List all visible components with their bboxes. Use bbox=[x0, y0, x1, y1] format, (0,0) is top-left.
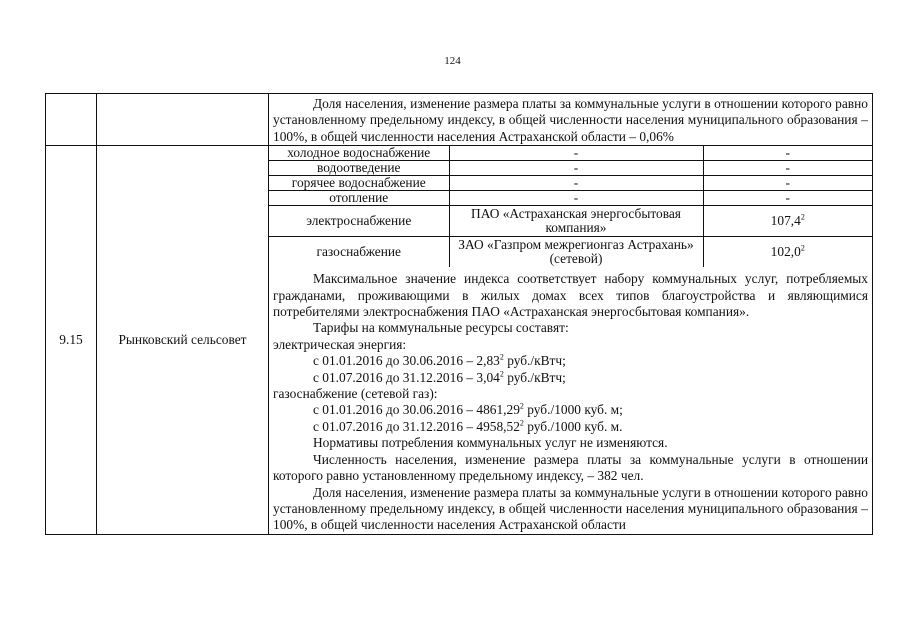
service-name: водоотведение bbox=[269, 161, 449, 176]
prev-row-text: Доля населения, изменение размера платы за коммунальные услуги в отношении которого равно установленному предельному индексу, в общей численности населения муниципального образования – 100%, в общей численности населения Астраханской области – 0,06% bbox=[273, 96, 868, 144]
service-index: - bbox=[703, 146, 872, 161]
service-provider: - bbox=[449, 176, 703, 191]
electric-tariff-line bbox=[273, 370, 868, 386]
max-index-paragraph: Максимальное значение индекса соответствует набору коммунальных услуг, потребляемых гражданами, проживающими в жилых домах всех типов благоустройства и являющимися потребителями электроснабжения ПАО «Астраханская энергосбытовая компания». bbox=[273, 271, 868, 320]
service-provider: ПАО «Астраханская энергосбытовая компания» bbox=[449, 206, 703, 237]
service-provider: - bbox=[449, 146, 703, 161]
footnote-mark: 2 bbox=[800, 243, 805, 253]
unit-text: руб./1000 куб. м; bbox=[523, 402, 623, 418]
table-row bbox=[46, 146, 873, 535]
service-index: 102,0 bbox=[770, 244, 801, 260]
row-number: 9.15 bbox=[46, 146, 97, 535]
electric-tariff-1: с 01.01.2016 до 30.06.2016 – 2,83 bbox=[313, 353, 500, 369]
service-name: горячее водоснабжение bbox=[269, 176, 449, 191]
service-provider: - bbox=[449, 161, 703, 176]
previous-row bbox=[46, 94, 873, 146]
service-index-cell bbox=[703, 206, 872, 237]
electric-tariff-line bbox=[273, 353, 868, 369]
service-index: 107,4 bbox=[770, 213, 801, 229]
service-provider: ЗАО «Газпром межрегионгаз Астрахань» (сетевой) bbox=[449, 237, 703, 268]
gas-label: газоснабжение (сетевой газ): bbox=[273, 386, 438, 402]
gas-tariff-2: с 01.07.2016 до 31.12.2016 – 4958,52 bbox=[313, 418, 520, 434]
unit-text: руб./1000 куб. м. bbox=[523, 418, 623, 434]
electric-label: электрическая энергия: bbox=[273, 336, 407, 352]
tariff-table bbox=[45, 93, 873, 535]
service-name: отопление bbox=[269, 191, 449, 206]
service-row bbox=[269, 191, 872, 206]
gas-tariff-line bbox=[273, 419, 868, 435]
service-row bbox=[269, 206, 872, 237]
service-provider: - bbox=[449, 191, 703, 206]
footnote-mark: 2 bbox=[800, 212, 805, 222]
footnote-mark: 2 bbox=[519, 418, 524, 428]
unit-text: руб./кВтч; bbox=[503, 353, 566, 369]
service-row bbox=[269, 237, 872, 268]
service-index: - bbox=[703, 176, 872, 191]
service-index-cell bbox=[703, 237, 872, 268]
population-paragraph: Численность населения, изменение размера платы за коммунальные услуги в отношении которого равно установленному предельному индексу, – 382 чел. bbox=[273, 451, 868, 484]
footnote-mark: 2 bbox=[519, 402, 524, 411]
gas-tariff-line bbox=[273, 402, 868, 418]
footnote-mark: 2 bbox=[499, 352, 504, 362]
tariffs-intro: Тарифы на коммунальные ресурсы составят: bbox=[313, 320, 569, 336]
share-paragraph: Доля населения, изменение размера платы за коммунальные услуги в отношении которого равно установленному предельному индексу, в общей численности населения муниципального образования – 100%, в общей численности населения Астраханской области bbox=[273, 484, 868, 533]
description-text bbox=[269, 267, 872, 534]
page-number: 124 bbox=[444, 55, 461, 67]
service-row bbox=[269, 146, 872, 161]
service-name: электроснабжение bbox=[269, 206, 449, 237]
municipality-name: Рынковский сельсовет bbox=[97, 146, 269, 535]
service-index: - bbox=[703, 161, 872, 176]
gas-tariff-1: с 01.01.2016 до 30.06.2016 – 4861,29 bbox=[313, 402, 520, 418]
footnote-mark: 2 bbox=[499, 369, 504, 379]
service-index: - bbox=[703, 191, 872, 206]
row-content bbox=[269, 146, 873, 535]
services-table bbox=[269, 146, 872, 267]
unit-text: руб./кВтч; bbox=[503, 369, 566, 385]
service-name: холодное водоснабжение bbox=[269, 146, 449, 161]
prev-name-cell bbox=[97, 94, 269, 146]
service-row bbox=[269, 161, 872, 176]
service-name: газоснабжение bbox=[269, 237, 449, 268]
service-row bbox=[269, 176, 872, 191]
prev-num-cell bbox=[46, 94, 97, 146]
prev-text-cell bbox=[269, 94, 873, 146]
electric-tariff-2: с 01.07.2016 до 31.12.2016 – 3,04 bbox=[313, 369, 500, 385]
norms-paragraph: Нормативы потребления коммунальных услуг не изменяются. bbox=[313, 435, 668, 451]
